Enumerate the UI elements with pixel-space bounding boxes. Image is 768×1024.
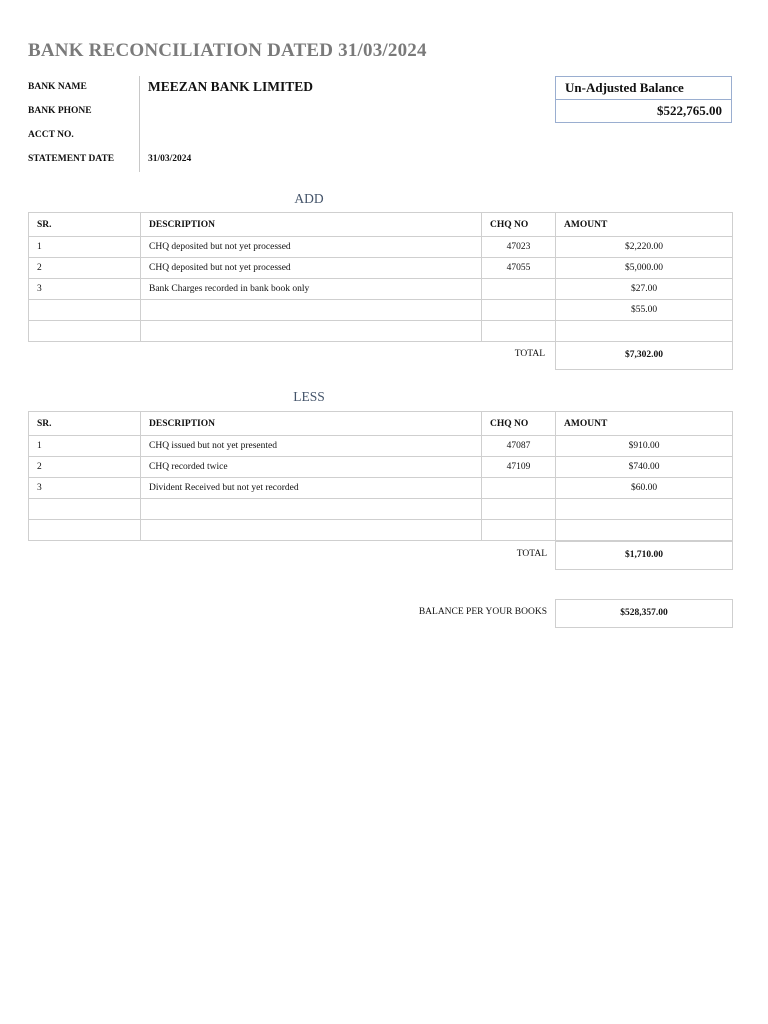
statement-date-label: STATEMENT DATE <box>28 154 115 164</box>
cell-amount: $60.00 <box>556 478 733 499</box>
less-table-header <box>29 412 733 436</box>
cell-amount: $5,000.00 <box>556 258 733 279</box>
info-divider <box>139 76 140 172</box>
col-header-amount: AMOUNT <box>556 213 733 237</box>
cell-sr <box>29 520 141 541</box>
cell-chq-no: 47023 <box>482 237 556 258</box>
cell-sr: 3 <box>29 279 141 300</box>
add-table-header <box>29 213 733 237</box>
table-row <box>29 436 733 457</box>
cell-description: CHQ issued but not yet presented <box>141 436 482 457</box>
cell-amount: $910.00 <box>556 436 733 457</box>
table-row <box>29 300 733 321</box>
col-header-description: DESCRIPTION <box>141 213 482 237</box>
cell-sr: 3 <box>29 478 141 499</box>
add-total-value: $7,302.00 <box>555 341 733 370</box>
table-row <box>29 321 733 342</box>
less-total-label: TOTAL <box>516 549 547 559</box>
cell-description: CHQ recorded twice <box>141 457 482 478</box>
cell-sr: 2 <box>29 258 141 279</box>
cell-chq-no <box>482 520 556 541</box>
bank-name-value: MEEZAN BANK LIMITED <box>148 79 314 94</box>
cell-chq-no: 47109 <box>482 457 556 478</box>
cell-chq-no <box>482 279 556 300</box>
bank-info-block <box>28 76 328 172</box>
table-row <box>29 279 733 300</box>
cell-description <box>141 300 482 321</box>
bank-phone-label: BANK PHONE <box>28 106 92 116</box>
col-header-description: DESCRIPTION <box>141 412 482 436</box>
unadjusted-balance-value: $522,765.00 <box>657 103 722 118</box>
col-header-chq-no: CHQ NO <box>482 213 556 237</box>
table-row <box>29 237 733 258</box>
statement-date-value: 31/03/2024 <box>148 154 192 164</box>
cell-sr: 1 <box>29 237 141 258</box>
cell-amount: $27.00 <box>556 279 733 300</box>
cell-sr <box>29 499 141 520</box>
cell-description <box>141 520 482 541</box>
col-header-sr: SR. <box>29 213 141 237</box>
table-row <box>29 258 733 279</box>
col-header-chq-no: CHQ NO <box>482 412 556 436</box>
add-table <box>28 212 733 342</box>
cell-amount: $2,220.00 <box>556 237 733 258</box>
less-total-value: $1,710.00 <box>555 541 733 570</box>
table-row <box>29 478 733 499</box>
unadjusted-balance-label: Un-Adjusted Balance <box>556 77 731 100</box>
cell-amount: $740.00 <box>556 457 733 478</box>
bank-name-label: BANK NAME <box>28 82 87 92</box>
less-table <box>28 411 733 541</box>
table-row <box>29 457 733 478</box>
balance-label: BALANCE PER YOUR BOOKS <box>418 607 547 617</box>
page-title: BANK RECONCILIATION DATED 31/03/2024 <box>28 40 427 61</box>
cell-description <box>141 499 482 520</box>
cell-amount <box>556 499 733 520</box>
unadjusted-balance-box <box>555 76 732 123</box>
table-row <box>29 520 733 541</box>
cell-chq-no <box>482 478 556 499</box>
cell-sr <box>29 300 141 321</box>
add-total-label: TOTAL <box>514 349 545 359</box>
acct-no-label: ACCT NO. <box>28 130 74 140</box>
cell-chq-no: 47087 <box>482 436 556 457</box>
cell-chq-no <box>482 499 556 520</box>
cell-description: CHQ deposited but not yet processed <box>141 258 482 279</box>
cell-amount <box>556 520 733 541</box>
cell-amount: $55.00 <box>556 300 733 321</box>
cell-chq-no <box>482 300 556 321</box>
cell-chq-no <box>482 321 556 342</box>
table-row <box>29 499 733 520</box>
cell-description: Bank Charges recorded in bank book only <box>141 279 482 300</box>
balance-value: $528,357.00 <box>555 599 733 628</box>
cell-sr: 1 <box>29 436 141 457</box>
cell-sr: 2 <box>29 457 141 478</box>
cell-description: CHQ deposited but not yet processed <box>141 237 482 258</box>
add-section-title: ADD <box>294 191 324 206</box>
col-header-sr: SR. <box>29 412 141 436</box>
col-header-amount: AMOUNT <box>556 412 733 436</box>
cell-sr <box>29 321 141 342</box>
cell-chq-no: 47055 <box>482 258 556 279</box>
less-section-title: LESS <box>293 389 325 404</box>
cell-amount <box>556 321 733 342</box>
cell-description: Divident Received but not yet recorded <box>141 478 482 499</box>
cell-description <box>141 321 482 342</box>
